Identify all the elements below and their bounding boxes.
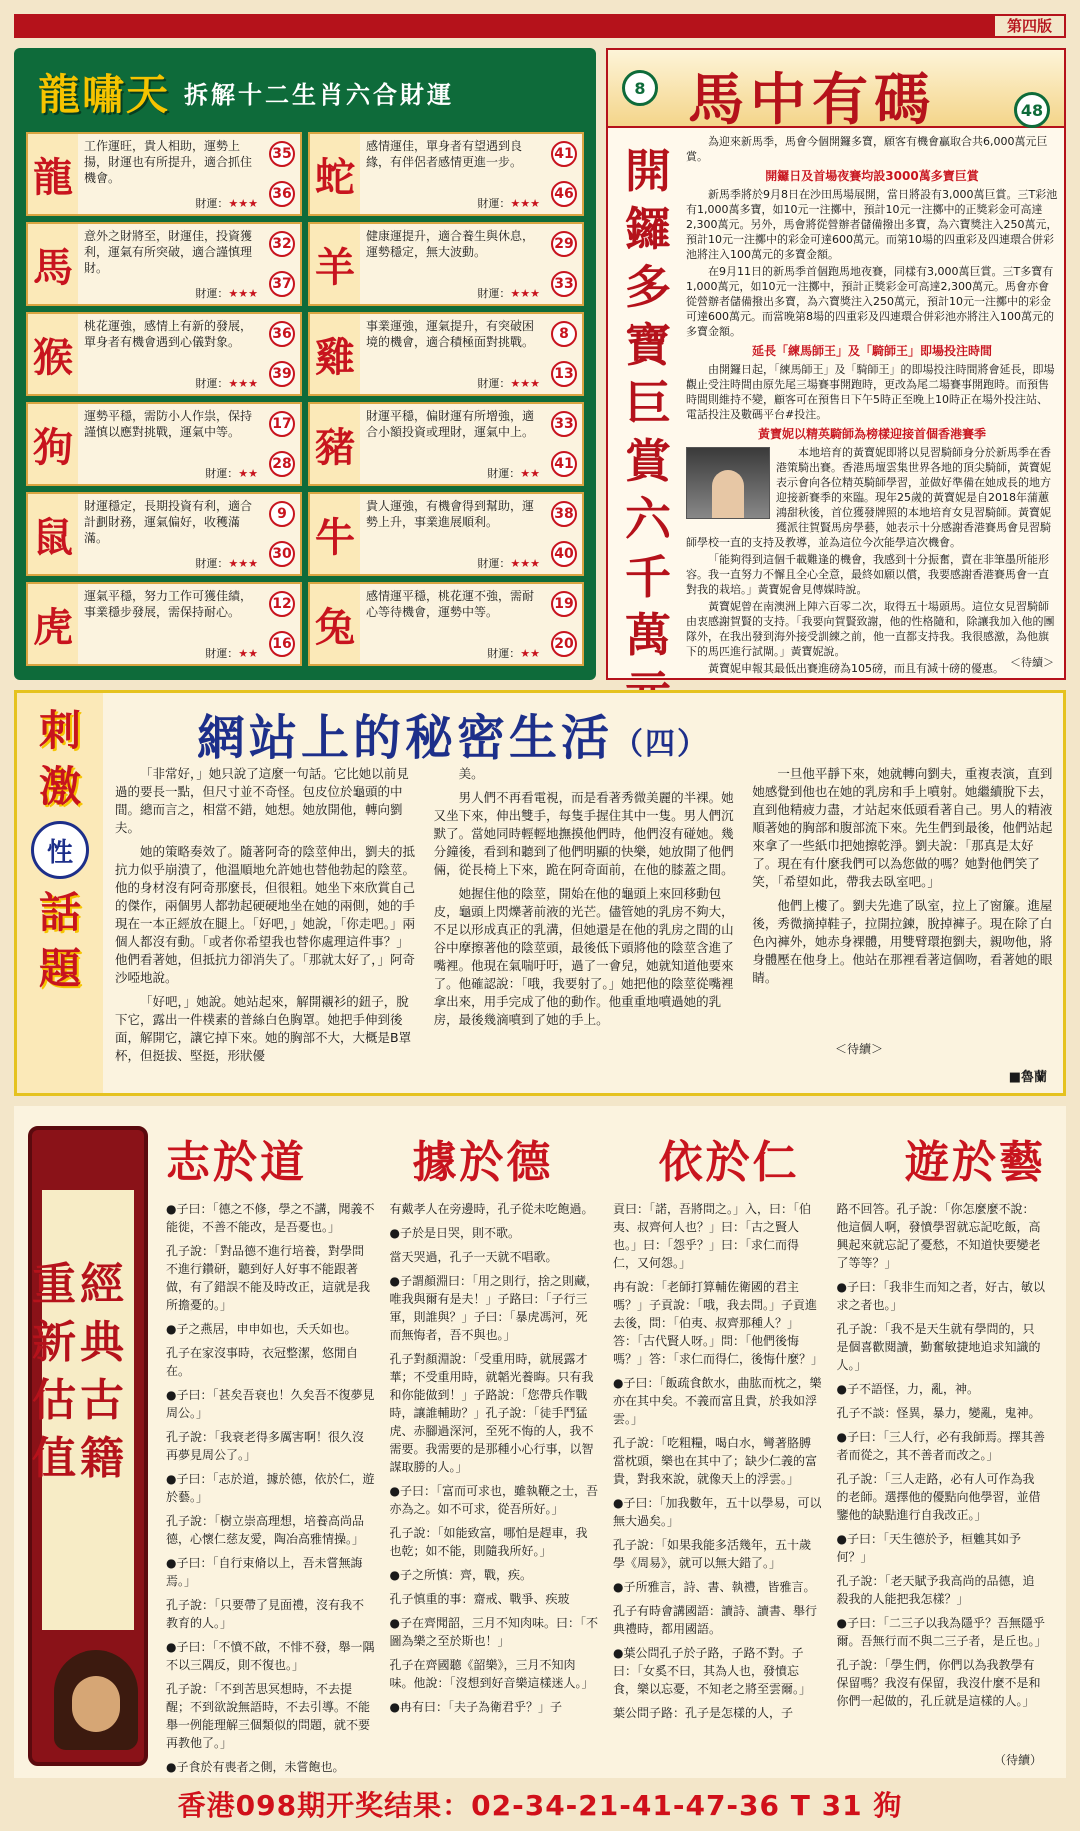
classics-column (390, 1200, 600, 1760)
classics-paragraph: 冉有說：「老師打算輔佐衛國的君主嗎？」子貢說：「哦，我去問。」子貢進去後，問：「伯夷、叔齊那種人？」答：「古代賢人呀。」問：「他們後悔嗎？」答：「求仁而得仁，後悔什麼？」 (613, 1280, 824, 1366)
classics-paragraph: ●子曰：「富而可求也，雖執鞭之士，吾亦為之。如不可求，從吾所好。」 (389, 1484, 598, 1516)
story-paragraph: 「好吧，」她說。她站起來，解開襯衫的鈕子，脫下它，露出一件樸素的普絲白色胸罩。她把手伸到後面，解開它，讓它掉下來。她的胸部不大，大概是B罩杯，但挺拔、堅挺，形狀優 (115, 994, 412, 1063)
horse-paragraph: 黃寶妮申報其最低出賽進磅為105磅，而且有減十磅的優惠。 (708, 662, 1004, 675)
classics-paragraph: ●子曰：「飯疏食飲水，曲肱而枕之，樂亦在其中矣。不義而富且貴，於我如浮雲。」 (613, 1376, 822, 1426)
classics-title (166, 1126, 1046, 1190)
classics-paragraph: 孔子說：「如果我能多活幾年，五十歲學《周易》，就可以無大錯了。」 (613, 1538, 812, 1570)
zodiac-cell (308, 582, 584, 666)
zodiac-animal: 馬 (28, 224, 78, 304)
zodiac-star-icons: ★★★ (228, 557, 258, 570)
scroll-col-1: 經 典 古 籍 (80, 1259, 124, 1484)
classics-paragraph: ●子之所慎：齊，戰，疾。 (389, 1568, 532, 1582)
zodiac-numbers (264, 584, 300, 664)
classics-paragraph: 孔子說：「三人走路，必有人可作為我的老師。選擇他的優點向他學習，並借鑒他的缺點進行自我改正。」 (836, 1472, 1041, 1522)
zodiac-stars (195, 286, 258, 302)
lucky-number: 29 (551, 231, 577, 257)
classics-paragraph: ●子曰：「德之不修，學之不講，聞義不能徙，不善不能改，是吾憂也。」 (166, 1202, 375, 1234)
zodiac-stars (487, 646, 540, 662)
horse-panel (606, 48, 1066, 680)
zodiac-fortune (360, 404, 546, 484)
classics-paragraph: 葉公問子路：孔子是怎樣的人，子 (613, 1706, 794, 1720)
number-ball-right: 48 (1014, 92, 1050, 128)
classics-column (166, 1200, 376, 1774)
horse-paragraph: 在9月11日的新馬季首個跑馬地夜賽，同樣有3,000萬巨賞。三T多寶有1,000萬元，如10元一注擲中，預計正獎彩金可高達2,300萬元。馬會亦會從營辦者儲備撥出多寶，為六寶獎注入250萬元，預計10元一注擲中的彩金可達600萬元。而當晚第8場的四重彩及四連環合併彩池亦將注入100萬元的多寶金額。 (686, 265, 1054, 338)
zodiac-star-icons: ★★★ (510, 197, 540, 210)
zodiac-cell (26, 132, 302, 216)
classics-title-3: 依於仁 (658, 1137, 800, 1188)
zodiac-star-icons: ★★★ (510, 377, 540, 390)
zodiac-numbers (264, 314, 300, 394)
zodiac-stars-label: 財運： (477, 287, 511, 300)
number-ball-left: 8 (622, 70, 658, 106)
zodiac-star-icons: ★★ (520, 467, 540, 480)
classics-paragraph: 孔子說：「只要帶了見面禮，沒有我不教育的人。」 (166, 1598, 365, 1630)
classics-paragraph: ●子曰：「三人行，必有我師焉。擇其善者而從之，其不善者而改之。」 (836, 1430, 1045, 1462)
classics-paragraph: 孔子在家沒事時，衣冠整潔，悠閒自在。 (166, 1346, 359, 1378)
story-continued: ＜待續＞ (834, 1042, 883, 1056)
zodiac-animal: 狗 (28, 404, 78, 484)
story-column (752, 765, 1055, 1075)
lottery-result: 香港098期开奖结果：02-34-21-41-47-36 T 31 狗 (177, 1789, 903, 1822)
zodiac-fortune-text: 工作運旺，貴人相助，運勢上揚，財運也有所提升，適合抓住機會。 (84, 139, 253, 185)
zodiac-cell (26, 402, 302, 486)
classics-paragraph: ●子曰：「志於道，據於德，依於仁，遊於藝。」 (166, 1472, 375, 1504)
zodiac-animal: 兔 (310, 584, 360, 664)
zodiac-stars-label: 財運： (195, 197, 229, 210)
zodiac-stars-label: 財運： (195, 557, 229, 570)
zodiac-star-icons: ★★★ (510, 557, 540, 570)
classics-paragraph: ●子曰：「甚矣吾衰也！久矣吾不復夢見周公。」 (166, 1388, 375, 1420)
horse-section-heading: 開鑼日及首場夜賽均設3000萬多寶巨賞 (765, 169, 979, 183)
story-column (115, 765, 418, 1075)
zodiac-fortune-text: 財運穩定，長期投資有利，適合計劃財務，運氣偏好，收穫滿滿。 (84, 499, 253, 545)
zodiac-fortune-text: 意外之財將至，財運佳，投資獲利，運氣有所突破，適合謹慎理財。 (84, 229, 253, 275)
classics-paragraph: ●子曰：「天生德於予，桓魋其如予何？」 (836, 1532, 1021, 1564)
classics-paragraph: 貢曰：「諾，吾將問之。」入，曰：「伯夷、叔齊何人也？」曰：「古之賢人也。」曰：「怨乎？」曰：「求仁而得仁，又何怨。」 (613, 1202, 812, 1270)
classics-continued: （待續） (993, 1753, 1042, 1767)
lucky-number: 33 (551, 411, 577, 437)
zodiac-cell (308, 222, 584, 306)
zodiac-numbers (546, 314, 582, 394)
lucky-number: 33 (551, 271, 577, 297)
lucky-number: 37 (269, 271, 295, 297)
classics-paragraph: ●子曰：「我非生而知之者，好古，敏以求之者也。」 (836, 1280, 1045, 1312)
classics-paragraph: 孔子說：「對品德不進行培養，對學問不進行鑽研，聽到好人好事不能跟著做，有了錯誤不能及時改正，這就是我所擔憂的。」 (166, 1244, 371, 1312)
horse-paragraph: 本地培育的黃寶妮即將以見習騎師身分於新馬季在香港策騎出賽。香港馬壇雲集世界各地的頂尖騎師，黃寶妮表示會向各位精英騎師學習，並做好準備在她成長的地方迎接新賽季的來臨。現年25歲的黃寶妮是自2018年蒲蕙鴻甜秋後，首位獲發牌照的本地培育女見習騎師。黃寶妮獲派往賀賢馬房學藝，她表示十分感謝香港賽馬會見習騎師學校一直的支持及教導，並為這位今次能學這次機會。 (686, 446, 1051, 549)
classics-paragraph: ●子不語怪，力，亂，神。 (836, 1382, 979, 1396)
classics-column (837, 1200, 1047, 1760)
zodiac-grid (22, 128, 588, 670)
zodiac-star-icons: ★★★ (228, 287, 258, 300)
top-banner (14, 14, 1066, 38)
lucky-number: 39 (269, 361, 295, 387)
classics-paragraph: ●子曰：「二三子以我為隱乎？吾無隱乎爾。吾無行而不與二三子者，是丘也。」 (836, 1616, 1047, 1648)
zodiac-stars-label: 財運： (477, 557, 511, 570)
zodiac-stars (205, 466, 258, 482)
zodiac-cell (26, 222, 302, 306)
lucky-number: 35 (269, 141, 295, 167)
classics-paragraph: 當天哭過，孔子一天就不唱歌。 (389, 1250, 558, 1264)
classics-paragraph: 孔子說：「我衰老得多厲害啊！很久沒再夢見周公了。」 (166, 1430, 365, 1462)
zodiac-fortune-text: 感情運平穩，桃花運不強，需耐心等待機會，運勢中等。 (366, 589, 535, 619)
zodiac-numbers (546, 134, 582, 214)
story-paragraph: 她的策略奏效了。隨著阿奇的陰莖伸出，劉夫的抵抗力似乎崩潰了，他溫順地允許她也替他勃起的陰莖。他的身材沒有阿奇那麼長，但很粗。她坐下來欣賞自己的傑作，兩個男人都勃起硬硬地坐在她的兩側，她的手現在一本正經放在腿上。「好吧，」她說，「你走吧。」兩個人都沒有動。「或者你希望我也替你處理這件事？」他們看著她，但抵抗力卻消失了。「那就太好了，」阿奇沙啞地說。 (115, 844, 416, 985)
zodiac-cell (308, 132, 584, 216)
zodiac-star-icons: ★★★ (228, 197, 258, 210)
story-column (434, 765, 737, 1075)
horse-paragraph: 「能夠得到這個千載難逢的機會，我感到十分振奮，賣在非筆墨所能形容。我一直努力不懈且全心全意，最終如願以償，我要感謝香港賽馬會一直對我的栽培。」黃寶妮會見傳媒時說。 (686, 553, 1049, 596)
horse-paragraph: 由開鑼日起，「練馬師王」及「騎師王」的即場投注時間將會延長，即場觀止受注時間由原先尾三場賽事開跑時，更改為尾二場賽事開跑時。而預售時間則維持不變，顧客可在預售日下午5時正至晚上10時正在場外投注站、電話投注及數碼平台#投注。 (686, 363, 1055, 421)
lucky-number: 40 (551, 541, 577, 567)
lucky-number: 38 (551, 501, 577, 527)
side-char: 刺 (38, 706, 81, 755)
zodiac-stars (487, 466, 540, 482)
zodiac-subtitle: 拆解十二生肖六合財運 (184, 79, 455, 109)
classics-paragraph: 孔子說：「老天賦予我高尚的品德，追殺我的人能把我怎樣？」 (836, 1574, 1035, 1606)
classics-column (613, 1200, 823, 1760)
horse-paragraph: 黃寶妮曾在南澳洲上陣六百零二次，取得五十場頭馬。這位女見習騎師由衷感謝賀賢的支持。「我要向賀賢致謝，他的性格隨和，除讓我加入他的團隊外，在我出發到海外接受訓練之前，他一直都支持我。我很感激，為他旗下的馬匹進行試閘。」黃寶妮說。 (686, 600, 1055, 658)
story-columns (115, 765, 1055, 1075)
lucky-number: 16 (269, 631, 295, 657)
zodiac-numbers (264, 404, 300, 484)
zodiac-stars (477, 376, 540, 392)
zodiac-star-icons: ★★★ (510, 287, 540, 300)
classics-panel (14, 1106, 1066, 1778)
zodiac-stars (195, 376, 258, 392)
zodiac-stars (205, 646, 258, 662)
zodiac-fortune-text: 桃花運強，感情上有新的發展，單身者有機會遇到心儀對象。 (84, 319, 253, 349)
classics-paragraph: 孔子說：「學生們，你們以為我教學有保留嗎？我沒有保留，我沒什麼不是和你們一起做的，孔丘就是這樣的人。」 (836, 1658, 1041, 1708)
zodiac-animal: 猴 (28, 314, 78, 394)
zodiac-cell (26, 312, 302, 396)
zodiac-animal: 豬 (310, 404, 360, 484)
classics-columns (166, 1200, 1047, 1774)
horse-section-heading: 黃寶妮以精英騎師為榜樣迎接首個香港賽季 (757, 427, 986, 441)
zodiac-animal: 羊 (310, 224, 360, 304)
edition-label: 第四版 (993, 14, 1066, 38)
story-author: ■魯蘭 (1008, 1070, 1047, 1085)
lucky-number: 17 (269, 411, 295, 437)
classics-title-4: 遊於藝 (904, 1137, 1046, 1188)
classics-paragraph: 孔子在齊國聽《韶樂》，三月不知肉味。他說：「沒想到好音樂這樣迷人。」 (389, 1658, 594, 1690)
horse-intro: 為迎來新馬季，馬會今個開鑼多寶，願客有機會贏取合共6,000萬元巨賞。 (686, 135, 1048, 163)
zodiac-stars-label: 財運： (477, 377, 511, 390)
classics-paragraph: 孔子有時會講國語：讀詩、讀書、舉行典禮時，都用國語。 (613, 1604, 818, 1636)
horse-title: 馬中有碼 (688, 67, 936, 133)
zodiac-stars (195, 556, 258, 572)
classics-title-1: 志於道 (166, 1137, 307, 1188)
classics-paragraph: 孔子說：「我不是天生就有學問的，只是個喜歡閱讀，勤奮敏捷地追求知識的人。」 (836, 1322, 1041, 1372)
lucky-number: 12 (269, 591, 295, 617)
classics-title-2: 據於德 (412, 1137, 554, 1188)
zodiac-numbers (546, 224, 582, 304)
zodiac-fortune (360, 584, 546, 664)
zodiac-title: 龍嘯天 (38, 70, 171, 119)
lucky-number: 41 (551, 141, 577, 167)
zodiac-numbers (546, 584, 582, 664)
lucky-number: 9 (269, 501, 295, 527)
classics-paragraph: ●子食於有喪者之側，未嘗飽也。 (166, 1760, 345, 1774)
zodiac-stars-label: 財運： (487, 647, 521, 660)
horse-header (608, 50, 1064, 133)
zodiac-animal: 龍 (28, 134, 78, 214)
zodiac-stars-label: 財運： (195, 377, 229, 390)
zodiac-stars (195, 196, 258, 212)
zodiac-fortune (360, 494, 546, 574)
scroll-col-2: 重 新 估 值 (32, 1259, 76, 1484)
zodiac-stars (477, 286, 540, 302)
horse-continued: ＜待續＞ (1010, 656, 1054, 669)
lucky-number: 32 (269, 231, 295, 257)
classics-paragraph: ●冉有曰：「夫子為衛君乎？」子 (389, 1700, 562, 1714)
horse-sections (686, 169, 1058, 676)
jockey-photo (686, 447, 770, 519)
horse-vertical-title: 開鑼多寶巨賞六千萬 (625, 144, 671, 662)
zodiac-stars-label: 財運： (205, 467, 239, 480)
zodiac-stars (477, 556, 540, 572)
zodiac-numbers (546, 404, 582, 484)
zodiac-fortune (360, 314, 546, 394)
zodiac-fortune-text: 事業運強，運氣提升，有突破困境的機會，適合積極面對挑戰。 (366, 319, 535, 349)
zodiac-fortune (360, 134, 546, 214)
story-paragraph: 美。 (458, 766, 484, 781)
zodiac-animal: 蛇 (310, 134, 360, 214)
classics-paragraph: ●子曰：「不憤不啟，不悱不發，舉一隅不以三隅反，則不復也。」 (166, 1640, 375, 1672)
zodiac-cell (26, 582, 302, 666)
zodiac-fortune-text: 感情運佳，單身者有望遇到良緣，有伴侶者感情更進一步。 (366, 139, 523, 169)
classics-paragraph: 孔子說：「不到苦思冥想時，不去提醒；不到欲說無語時，不去引導。不能舉一例能理解三個類似的問題，就不要再教他了。」 (166, 1682, 371, 1750)
gender-logo-icon: 性 (31, 821, 89, 879)
zodiac-cell (308, 402, 584, 486)
lucky-number: 19 (551, 591, 577, 617)
zodiac-star-icons: ★★★ (228, 377, 258, 390)
zodiac-cell (308, 312, 584, 396)
zodiac-header (22, 56, 588, 128)
lucky-number: 13 (551, 361, 577, 387)
zodiac-cell (26, 492, 302, 576)
zodiac-fortune (78, 584, 264, 664)
zodiac-fortune (78, 314, 264, 394)
side-char: 激 (38, 762, 81, 811)
zodiac-fortune (78, 494, 264, 574)
side-char: 話 (38, 888, 81, 937)
story-paragraph: 一旦他平靜下來，她就轉向劉夫，重複表演，直到她感覺到他也在她的乳房和手上噴射。她繼續脫下去，直到他精疲力盡，才站起來低頭看著自己。男人的精液順著她的胸部和腹部流下來。先生們到最後，他們站起來拿了一些紙巾把她擦乾淨。劉夫說：「那真是太好了。現在有什麼我們可以為您做的嗎？她對他們笑了笑，「希望如此，帶我去臥室吧。」 (752, 766, 1053, 889)
classics-paragraph: 孔子對顏淵說：「受重用時，就展露才華；不受重用時，就韜光養晦。只有我和你能做到！」子路說：「您帶兵作戰時，讓誰輔助？」孔子說：「徒手鬥猛虎、赤腳過深河，至死不悔的人，我不需要。我需要的是那種小心行事，以智謀取勝的人。」 (389, 1352, 594, 1474)
horse-article (686, 134, 1058, 678)
story-paragraph: 他們上樓了。劉夫先進了臥室，拉上了窗簾。進屋後，秀微摘掉鞋子，拉開拉鍊，脫掉褲子。現在除了白色內褲外，她赤身裸體，用雙臂環抱劉夫，親吻他，將身體壓在他身上。他站在那裡看著這個吻，看著她的眼睛。 (752, 898, 1053, 985)
zodiac-fortune-text: 運勢平穩，需防小人作祟，保持謹慎以應對挑戰，運氣中等。 (84, 409, 253, 439)
zodiac-stars-label: 財運： (477, 197, 511, 210)
story-title-text: 網站上的秘密生活 (197, 710, 614, 766)
story-side-banner (17, 693, 103, 1093)
classics-paragraph: 孔子說：「如能致富，哪怕是趕車，我也乾；如不能，則隨我所好。」 (389, 1526, 588, 1558)
lucky-number: 36 (269, 181, 295, 207)
classics-paragraph: ●葉公問孔子於子路，子路不對。子曰：「女奚不曰，其為人也，發憤忘食，樂以忘憂，不知老之將至雲爾。」 (613, 1646, 812, 1696)
zodiac-fortune (360, 224, 546, 304)
lucky-number: 41 (551, 451, 577, 477)
zodiac-star-icons: ★★ (238, 647, 258, 660)
classics-paragraph: ●子謂顏淵曰：「用之則行，捨之則藏，唯我與爾有是夫！」子路曰：「子行三軍，則誰與？」子曰：「暴虎馮河，死而無悔者，吾不與也。」 (389, 1274, 598, 1342)
classics-paragraph: ●子之燕居，申申如也，夭夭如也。 (166, 1322, 357, 1336)
zodiac-numbers (264, 224, 300, 304)
zodiac-stars (477, 196, 540, 212)
zodiac-panel (14, 48, 596, 680)
lucky-number: 36 (269, 321, 295, 347)
scroll-text (34, 1256, 124, 1488)
classics-paragraph: 孔子不談：怪異，暴力，變亂，鬼神。 (836, 1406, 1041, 1420)
story-paragraph: 「非常好，」她只說了這麼一句話。它比她以前見過的要長一點，但尺寸並不奇怪。包皮位於龜頭的中間。總而言之，相當不錯，她想。她放開他，轉向劉夫。 (115, 766, 409, 835)
zodiac-fortune (78, 404, 264, 484)
zodiac-numbers (546, 494, 582, 574)
classics-paragraph: 孔子說：「樹立崇高理想，培養高尚品德，心懷仁慈友愛，陶冶高雅情操。」 (166, 1514, 365, 1546)
classics-paragraph: 孔子說：「吃粗糧，喝白水，彎著胳膊當枕頭，樂也在其中了；缺少仁義的富貴，對我來說，就像天上的浮雲。」 (613, 1436, 818, 1486)
lucky-number: 8 (551, 321, 577, 347)
zodiac-animal: 牛 (310, 494, 360, 574)
zodiac-fortune-text: 貴人運強，有機會得到幫助，運勢上升，事業進展順利。 (366, 499, 535, 529)
classics-paragraph: ●子所雅言，詩、書、執禮，皆雅言。 (613, 1580, 816, 1594)
horse-section-heading: 延長「練馬師王」及「騎師王」即場投注時間 (751, 344, 992, 358)
story-paragraph: 男人們不再看電視，而是看著秀微美麗的半裸。她又坐下來，伸出雙手，每隻手握住其中一隻。男人們沉默了。當她同時輕輕地撫摸他們時，他們沒有碰她。幾分鐘後，看到和聽到了他們明顯的快樂，她放開了他們倆，從長椅上下來，跪在阿奇面前，在他的膝蓋之間。 (433, 790, 734, 877)
zodiac-fortune-text: 財運平穩，偏財運有所增強，適合小額投資或理財，運氣中上。 (366, 409, 535, 439)
story-paragraph: 她握住他的陰莖，開始在他的龜頭上來回移動包皮，龜頭上閃爍著前液的光芒。儘管她的乳房不夠大，不足以形成真正的乳溝，但她還是在他的乳房之間的山谷中摩擦著他的陰莖頭，最後低下頭將他的陰莖含進了嘴裡。他現在氣喘吁吁，過了一會兒，她就知道他要來了。他確認說：「哦，我要射了。」她把他的陰莖從嘴裡拿出來，用手完成了他的動作。他重重地噴過她的乳房，最後幾滴噴到了她的手上。 (433, 886, 734, 1027)
zodiac-fortune (78, 224, 264, 304)
zodiac-numbers (264, 494, 300, 574)
classics-paragraph: ●子曰：「自行束脩以上，吾未嘗無誨焉。」 (166, 1556, 363, 1588)
zodiac-stars-label: 財運： (195, 287, 229, 300)
zodiac-stars-label: 財運： (487, 467, 521, 480)
horse-paragraph: 新馬季將於9月8日在沙田馬場展開，當日將設有3,000萬巨賞。三T彩池有1,000萬多寶，如10元一注擲中，預計10元一注擲中的正獎彩金可高達2,300萬元。另外，馬會將從營辦者儲備撥出多寶，為六寶獎注入250萬元，預計10元一注擲中的彩金可達600萬元。而第10場的四重彩及四連環合併彩池將注入100萬元的多寶金額。 (686, 188, 1058, 261)
story-panel (14, 690, 1066, 1096)
lucky-number: 28 (269, 451, 295, 477)
zodiac-star-icons: ★★ (238, 467, 258, 480)
zodiac-stars-label: 財運： (205, 647, 239, 660)
zodiac-animal: 虎 (28, 584, 78, 664)
zodiac-star-icons: ★★ (520, 647, 540, 660)
classics-paragraph: 路不回答。孔子說：「你怎麼麼不說：他這個人啊，發憤學習就忘記吃飯，高興起來就忘記了憂愁，不知道快要變老了等等？」 (836, 1202, 1041, 1270)
zodiac-fortune-text: 運氣平穩，努力工作可獲佳績，事業穩步發展，需保持耐心。 (84, 589, 253, 619)
story-title (197, 699, 709, 768)
story-part: （四） (613, 727, 710, 762)
lucky-number: 46 (551, 181, 577, 207)
zodiac-animal: 鼠 (28, 494, 78, 574)
side-char: 題 (38, 944, 81, 993)
zodiac-cell (308, 492, 584, 576)
zodiac-animal: 雞 (310, 314, 360, 394)
lucky-number: 20 (551, 631, 577, 657)
classics-paragraph: ●子於是日哭，則不歌。 (389, 1226, 520, 1240)
classics-paragraph: 有戴孝人在旁邊時，孔子從未吃飽過。 (389, 1202, 594, 1216)
classics-paragraph: ●子曰：「加我數年，五十以學易，可以無大過矣。」 (613, 1496, 822, 1528)
classics-paragraph: 孔子慎重的事：齋戒、戰爭、疾玻 (389, 1592, 570, 1606)
zodiac-fortune-text: 健康運提升，適合養生與休息，運勢穩定，無大波動。 (366, 229, 535, 259)
confucius-portrait-icon (54, 1650, 138, 1750)
lucky-number: 30 (269, 541, 295, 567)
zodiac-numbers (264, 134, 300, 214)
classics-paragraph: ●子在齊聞韶，三月不知肉味。曰：「不圖為樂之至於斯也！」 (389, 1616, 598, 1648)
zodiac-fortune (78, 134, 264, 214)
